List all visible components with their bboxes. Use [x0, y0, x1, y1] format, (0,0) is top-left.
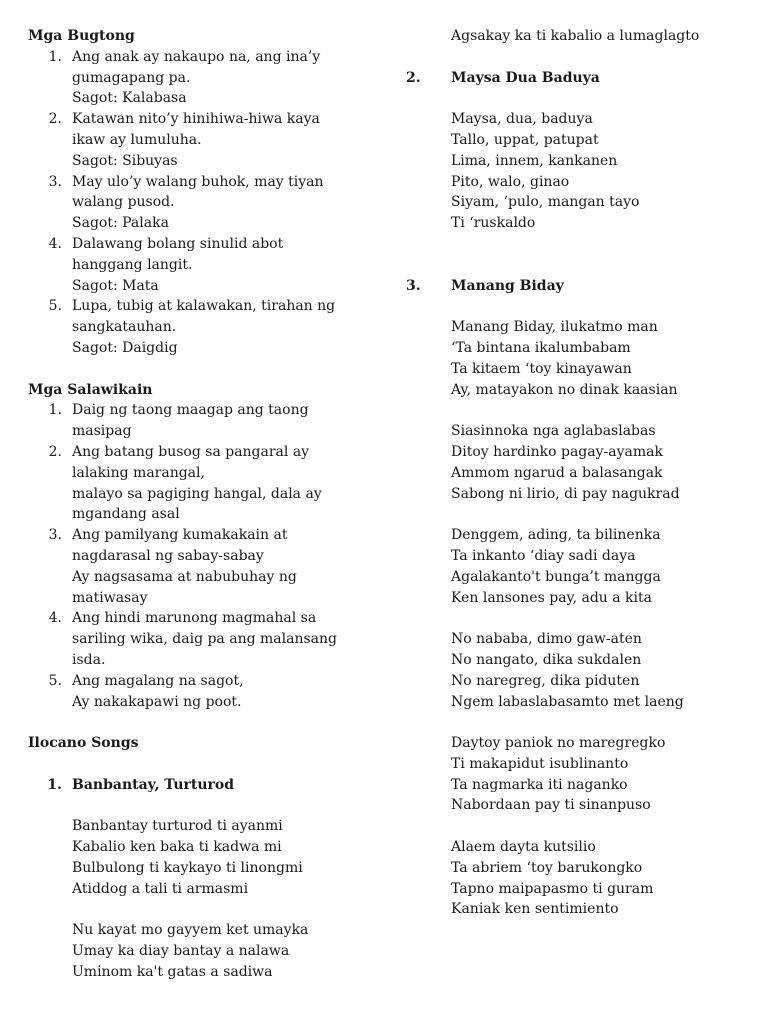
song-title: [28, 775, 368, 796]
song-number: 2.: [406, 69, 421, 86]
item-line: lalaking marangal,: [72, 464, 205, 481]
spacer: [28, 712, 368, 733]
lyric-line: Alaem dayta kutsilio: [451, 839, 596, 856]
lyric-line: Nabordaan pay ti sinanpuso: [451, 797, 651, 814]
bugtong-list: [28, 47, 368, 359]
item-line: masipag: [72, 423, 132, 440]
song-title-text: Banbantay, Turturod: [72, 776, 235, 793]
lyric-line: No nababa, dimo gaw-aten: [451, 631, 642, 648]
item-line: Ang magalang na sagot,: [72, 672, 244, 689]
list-item: [28, 525, 368, 608]
item-line: matiwasay: [72, 589, 148, 606]
spacer: [428, 234, 748, 255]
item-line: Daig ng taong maagap ang taong: [72, 402, 309, 419]
spacer: [28, 359, 368, 380]
list-item: [28, 296, 368, 358]
lyric-line: Kaniak ken sentimiento: [451, 901, 619, 918]
right-column: [406, 26, 748, 920]
item-line: Katawan nito’y hinihiwa-hiwa kaya: [72, 111, 320, 128]
item-line: Ay nagsasama at nabubuhay ng: [72, 568, 297, 585]
spacer: [428, 712, 748, 733]
lyric-line: Atiddog a tali ti armasmi: [72, 880, 249, 897]
lyric-line: Manang Biday, ilukatmo man: [451, 319, 658, 336]
spacer: [428, 400, 748, 421]
spacer: [28, 795, 368, 816]
list-item: [28, 400, 368, 442]
list-item: [28, 172, 368, 234]
item-line: walang pusod.: [72, 194, 175, 211]
lyric-line: Kabalio ken baka ti kadwa mi: [72, 839, 282, 856]
lyric-line: Ti ‘ruskaldo: [451, 215, 536, 232]
item-number: 2.: [48, 111, 62, 128]
item-number: 1.: [48, 402, 62, 419]
spacer: [428, 816, 748, 837]
item-line: malayo sa pagiging hangal, dala ay: [72, 485, 322, 502]
item-line: sangkatauhan.: [72, 319, 177, 336]
lyric-line: Siasinnoka nga aglabaslabas: [451, 423, 656, 440]
item-line: mgandang asal: [72, 506, 180, 523]
item-line: nagdarasal ng sabay-sabay: [72, 547, 264, 564]
songs-heading: Ilocano Songs: [28, 735, 139, 752]
item-line: Lupa, tubig at kalawakan, tirahan ng: [72, 298, 336, 315]
lyric-line: Ken lansones pay, adu a kita: [451, 589, 652, 606]
spacer: [428, 88, 748, 109]
lyric-line: Sabong ni lirio, di pay nagukrad: [451, 485, 680, 502]
item-answer: Sagot: Kalabasa: [72, 90, 187, 107]
item-answer: Sagot: Palaka: [72, 215, 169, 232]
item-line: gumagapang pa.: [72, 69, 191, 86]
song-stanza: [428, 629, 748, 712]
lyric-line: ‘Ta bintana ikalumbabam: [451, 339, 631, 356]
song-title: [406, 276, 748, 297]
item-line: isda.: [72, 651, 106, 668]
list-item: [28, 608, 368, 670]
lyric-line: Daytoy paniok no maregregko: [451, 735, 666, 752]
lyric-line: Siyam, ‘pulo, mangan tayo: [451, 194, 640, 211]
song-number: 1.: [47, 776, 62, 793]
song-stanza: [28, 816, 368, 899]
lyric-line: Ammom ngarud a balasangak: [451, 464, 663, 481]
item-line: hanggang langit.: [72, 256, 193, 273]
item-line: Ang batang busog sa pangaral ay: [72, 443, 310, 460]
item-line: Dalawang bolang sinulid abot: [72, 235, 284, 252]
spacer: [28, 754, 368, 775]
list-item: [28, 442, 368, 525]
item-number: 3.: [48, 527, 62, 544]
list-item: [28, 234, 368, 296]
item-number: 3.: [48, 173, 62, 190]
item-line: sariling wika, daig pa ang malansang: [72, 631, 337, 648]
song-stanza: [28, 920, 368, 982]
item-number: 5.: [48, 672, 62, 689]
lyric-line: No naregreg, dika piduten: [451, 672, 640, 689]
lyric-line: Uminom ka't gatas a sadiwa: [72, 963, 273, 980]
lyric-line: Agalakanto't bunga’t mangga: [451, 568, 661, 585]
spacer: [428, 47, 748, 68]
lyric-line: Maysa, dua, baduya: [451, 111, 593, 128]
item-line: ikaw ay lumuluha.: [72, 131, 202, 148]
item-line: May ulo’y walang buhok, may tiyan: [72, 173, 324, 190]
lyric-line: Lima, innem, kankanen: [451, 152, 618, 169]
item-number: 4.: [48, 235, 62, 252]
lyric-line: Tapno maipapasmo ti guram: [451, 880, 654, 897]
song-title-text: Maysa Dua Baduya: [451, 69, 600, 86]
lyric-line: Pito, walo, ginao: [451, 173, 570, 190]
song-number: 3.: [406, 277, 421, 294]
item-answer: Sagot: Mata: [72, 277, 159, 294]
song-stanza: [428, 525, 748, 608]
salawikain-list: [28, 400, 368, 712]
lyric-line: Bulbulong ti kaykayo ti linongmi: [72, 859, 303, 876]
item-line: Ang pamilyang kumakakain at: [72, 527, 288, 544]
salawikain-heading: Mga Salawikain: [28, 381, 153, 398]
lyric-line: Ta abriem ‘toy barukongko: [451, 859, 643, 876]
song-title: [406, 68, 748, 89]
song-stanza: [428, 733, 748, 816]
lyric-line: Ditoy hardinko pagay-ayamak: [451, 443, 663, 460]
lyric-line: Denggem, ading, ta bilinenka: [451, 527, 661, 544]
item-line: Ay nakakapawi ng poot.: [72, 693, 242, 710]
bugtong-heading: Mga Bugtong: [28, 28, 135, 44]
lyric-line: Agsakay ka ti kabalio a lumaglagto: [451, 28, 700, 44]
lyric-line: Ta kitaem ‘toy kinayawan: [451, 360, 632, 377]
list-item: [28, 671, 368, 713]
spacer: [28, 899, 368, 920]
lyric-line: Tallo, uppat, patupat: [451, 131, 599, 148]
spacer: [428, 296, 748, 317]
item-line: Ang hindi marunong magmahal sa: [72, 610, 317, 627]
song-stanza: [428, 317, 748, 400]
song-stanza: [428, 109, 748, 234]
item-line: Ang anak ay nakaupo na, ang ina’y: [72, 48, 321, 65]
song-stanza: [428, 421, 748, 504]
list-item: [28, 109, 368, 171]
item-number: 5.: [48, 298, 62, 315]
song-stanza: [428, 837, 748, 920]
list-item: [28, 47, 368, 109]
item-answer: Sagot: Sibuyas: [72, 152, 178, 169]
lyric-line: Ay, matayakon no dinak kaasian: [451, 381, 678, 398]
lyric-line: Ta nagmarka iti naganko: [451, 776, 628, 793]
lyric-line: Ta inkanto ‘diay sadi daya: [451, 547, 636, 564]
item-number: 4.: [48, 610, 62, 627]
lyric-line: Banbantay turturod ti ayanmi: [72, 818, 283, 835]
spacer: [428, 255, 748, 276]
lyric-line: Umay ka diay bantay a nalawa: [72, 943, 290, 960]
left-column: [28, 26, 368, 983]
item-number: 1.: [48, 48, 62, 65]
lyric-line: Ngem labaslabasamto met laeng: [451, 693, 684, 710]
lyric-line: Ti makapidut isublinanto: [451, 755, 629, 772]
lyric-line: No nangato, dika sukdalen: [451, 651, 642, 668]
song-stanza: [428, 26, 748, 47]
song-title-text: Manang Biday: [451, 277, 564, 294]
item-answer: Sagot: Daigdig: [72, 339, 178, 356]
spacer: [428, 608, 748, 629]
spacer: [428, 504, 748, 525]
lyric-line: Nu kayat mo gayyem ket umayka: [72, 922, 309, 939]
item-number: 2.: [48, 443, 62, 460]
